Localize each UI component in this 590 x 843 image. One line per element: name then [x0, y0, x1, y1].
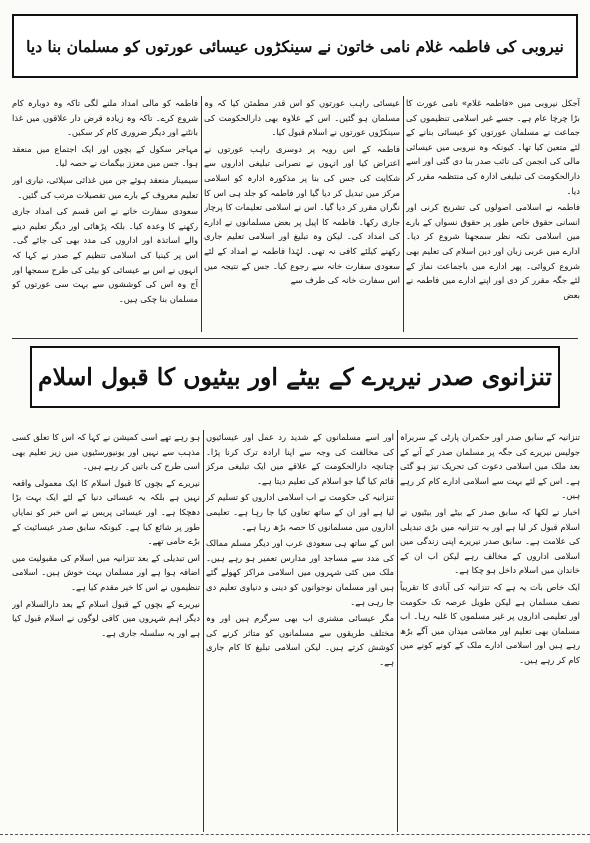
paragraph: تنزانیہ کی حکومت نے اب اسلامی اداروں کو تسلیم کر لیا ہے اور ان کے ساتھ تعاون کیا جا رہا ہے۔ تعلیمی اداروں میں مسلمانوں کا حصہ بڑھ رہا ہے۔: [206, 492, 394, 532]
article-2-column-3: [12, 430, 200, 832]
column-divider: [403, 96, 404, 332]
paragraph: مہاجر سکول کے بچوں اور ایک اجتماع میں منعقد ہوا۔ جس میں معزز بیگمات نے حصہ لیا۔: [12, 143, 198, 169]
paragraph: ہو رہے تھے اسی کمیشن نے کہا کہ اس کا تعلق کسی مذہب سے نہیں اور یونیورسٹیوں میں زیر تعلیم بھی اسی طرح کی باتیں کر رہے ہیں۔: [12, 432, 200, 472]
paragraph: اس کے ساتھ ہی سعودی عرب اور دیگر مسلم ممالک کی مدد سے مساجد اور مدارس تعمیر ہو رہے ہیں۔ ملک میں کئی شہروں میں اسلامی مراکز کھولے گئے ہیں اور مسلمان نوجوانوں کو دینی و دنیاوی تعلیم دی جا رہی ہے۔: [206, 538, 394, 607]
paragraph: نیریرے کے بچوں کے قبول اسلام کے بعد دارالسلام اور دیگر اہم شہروں میں کافی لوگوں نے اسلام قبول کیا ہے اور یہ سلسلہ جاری ہے۔: [12, 598, 200, 638]
paragraph: تنزانیہ کے سابق صدر اور حکمران پارٹی کے سربراہ جولیس نیریرے کی جگہ پر مسلمان صدر کے آنے کے بعد ملک میں اسلامی دعوت کی تحریک تیز ہو گئی ہے۔ اس کے لئے بہت سے اسلامی ادارے کام کر رہے ہیں۔: [400, 432, 580, 501]
column-divider: [397, 430, 398, 832]
paragraph: ایک خاص بات یہ ہے کہ تنزانیہ کی آبادی کا تقریباً نصف مسلمان ہے لیکن طویل عرصہ تک حکومت اور تعلیمی اداروں پر غیر مسلموں کا غلبہ رہا۔ اب مسلمان بھی تعلیم اور معاشی میدان میں آگے بڑھ رہے ہیں اور اسلامی ادارے ملک کے کونے کونے میں کام کر رہے ہیں۔: [400, 581, 580, 665]
paragraph: سعودی سفارت خانے نے اس قسم کی امداد جاری رکھنے کا وعدہ کیا۔ بلکہ پڑھائی اور دیگر تعلیم دینے والے اساتذہ اور اداروں کی مدد بھی کی جائے گی۔ اس پر کینیا کی اسلامی تنظیم کے صدر نے کہا کہ انہوں نے اس بے عیسائی کو بیٹی کی طرح سمجھا اور آج وہ اس کی کوششوں سے بہت سی عورتوں کو مسلمان بنا چکی ہیں۔: [12, 206, 198, 304]
paragraph: آجکل نیروبی میں «فاطمہ غلام» نامی عورت کا بڑا چرچا عام ہے۔ جسے غیر اسلامی تنظیموں کی جماعت نے مسلمان عورتوں کو عیسائی بنانے کے لئے متعین کیا تھا۔ کیونکہ وہ نیروبی میں عیسائی مالی کی انجمن کی نائب صدر بنا دی گئی اور اسے دارالحکومت کی تبلیغی ادارہ کی منتظمہ مقرر کر دیا۔: [406, 98, 580, 196]
paragraph: فاطمہ کے اس رویہ پر دوسری راہب عورتوں نے اعتراض کیا اور انہوں نے نصرانی تبلیغی اداروں سے شکایت کی جس کی بنا پر مذکورہ ادارہ کو اسلامی مرکز میں تبدیل کر دیا گیا اور فاطمہ کو جلد ہی اس کا نگران مقرر کر دیا گیا۔ اس نے اسلامی تعلیمات کا پرچار جاری رکھا۔ فاطمہ کا اپیل پر بعض مسلمانوں نے ادارے کی امداد کی۔ لیکن وہ تبلیغ اور اسلامی تعلیم جاری رکھنے کیلئے کافی نہ تھی۔ لہٰذا فاطمہ نے امداد کے لئے سعودی سفارت خانہ سے رجوع کیا۔ جس کے نتیجہ میں اس سفارت خانہ کی طرف سے: [204, 143, 400, 286]
article-1-headline: نیروبی کی فاطمہ غلام نامی خاتون نے سینکڑوں عیسائی عورتوں کو مسلمان بنا دیا: [26, 36, 564, 56]
paragraph: اخبار نے لکھا کہ سابق صدر کے بیٹے اور بیٹیوں نے اسلام قبول کر لیا ہے اور یہ تنزانیہ میں بڑی تبدیلی کی علامت ہے۔ سابق صدر نیریرے اپنی زندگی میں اسلامی اداروں کے مخالف رہے لیکن اب ان کے خاندان میں اسلام داخل ہو چکا ہے۔: [400, 506, 580, 576]
column-divider: [203, 430, 204, 832]
article-2-column-1: [400, 430, 580, 832]
paragraph: فاطمہ نے اسلامی اصولوں کی تشریح کرنی اور انسانی حقوق خاص طور پر حقوق نسواں کے بارے میں اسلامی نکتہ نظر سمجھنا شروع کر دیا۔ ادارے میں عربی زبان اور دین اسلام کی تعلیم بھی شروع کروائی۔ پھر ادارے میں باجماعت نماز کے لئے جگہ مقرر کر دی اور اپنے ادارے میں فاطمہ نے بعض: [406, 202, 580, 300]
article-1-column-2: [204, 96, 400, 332]
paragraph: نیریرے کے بچوں کا قبول اسلام کا ایک معمولی واقعہ نہیں ہے بلکہ یہ عیسائی دنیا کے لئے ایک بہت بڑا دھچکا ہے۔ اور عیسائی پریس نے اس خبر کو نمایاں طور پر شائع کیا ہے۔ کیونکہ سابق صدر عیسائیت کے بڑے حامی تھے۔: [12, 477, 200, 547]
article-1-headline-box: [12, 14, 578, 78]
paragraph: سیمینار منعقد ہوئے جن میں غذائی سپلائی، تیاری اور تعلیم معروف کے بارے میں تفصیلات مرتب کی گئیں۔: [12, 174, 198, 200]
paragraph: فاطمہ کو مالی امداد ملنے لگی تاکہ وہ دوبارہ کام شروع کرے۔ تاکہ وہ زیادہ قرض دار علاقوں میں غذا بانٹنے اور دیگر ضروری کام کر سکیں۔: [12, 98, 198, 138]
article-1-column-3: [12, 96, 198, 332]
column-divider: [201, 96, 202, 332]
article-2-column-2: [206, 430, 394, 832]
article-1-column-1: [406, 96, 580, 332]
paragraph: اور اسے مسلمانوں کے شدید رد عمل اور عیسائیوں کی مخالفت کی وجہ سے اپنا ارادہ ترک کرنا پڑا۔ چنانچہ دارالحکومت کے علاقے میں ایک تبلیغی مرکز قائم کیا گیا جو اسلام کی تعلیم دیتا ہے۔: [206, 432, 394, 486]
paragraph: اس تبدیلی کے بعد تنزانیہ میں اسلام کی مقبولیت میں اضافہ ہوا ہے اور مسلمان بہت خوش ہیں۔ اسلامی تنظیموں نے اس کا خیر مقدم کیا ہے۔: [12, 552, 200, 592]
article-2-headline-box: [30, 346, 560, 408]
paragraph: مگر عیسائی مشنری اب بھی سرگرم ہیں اور وہ مختلف طریقوں سے مسلمانوں کو متاثر کرنے کی کوشش کرتے ہیں۔ لیکن اسلامی تبلیغ کا کام جاری ہے۔: [206, 613, 394, 667]
section-divider: [12, 338, 578, 339]
paragraph: عیسائی راہب عورتوں کو اس قدر مطمئن کیا کہ وہ مسلمان ہو گئیں۔ اس کے علاوہ بھی دارالحکومت کی سینکڑوں عورتوں نے اسلام قبول کیا۔: [204, 98, 400, 138]
article-2-headline: تنزانوی صدر نیریرے کے بیٹے اور بیٹیوں کا قبول اسلام: [38, 363, 552, 391]
